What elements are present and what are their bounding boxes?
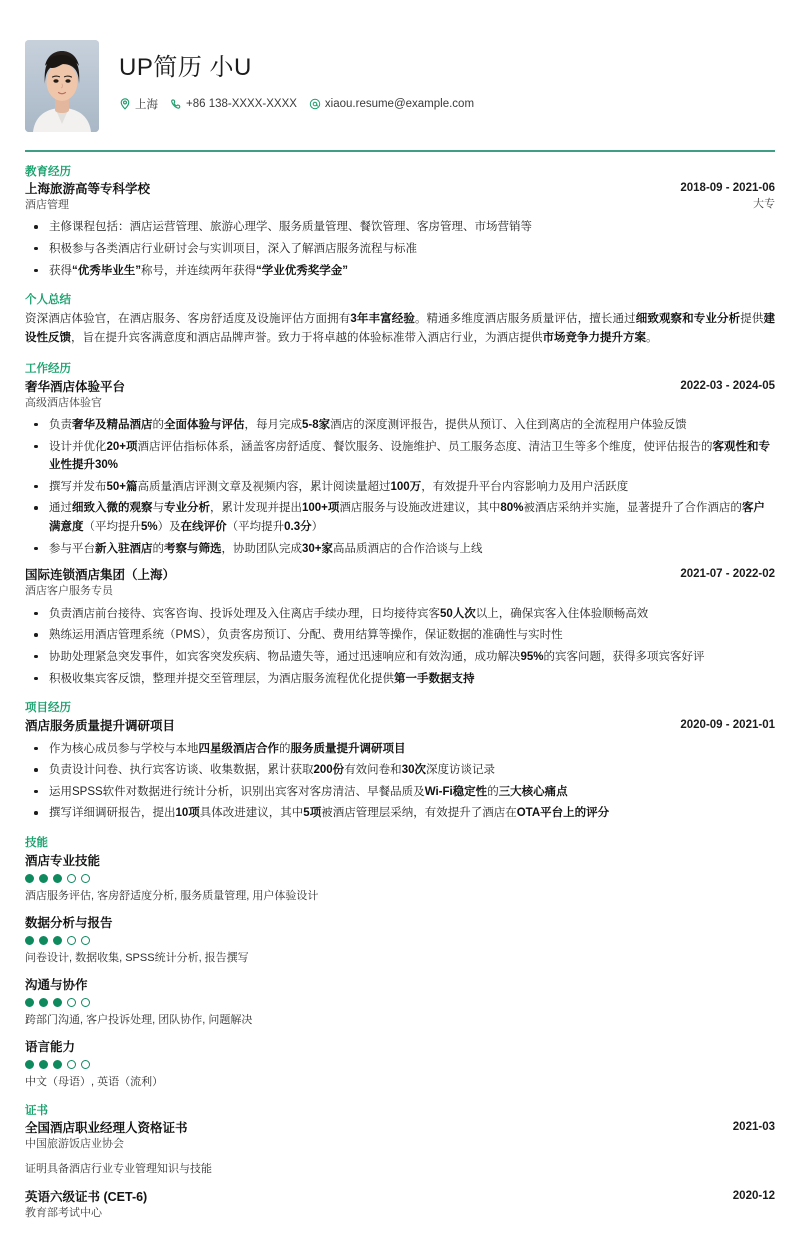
entry-org: 奢华酒店体验平台 — [25, 379, 126, 394]
education-degree: 大专 — [753, 197, 775, 210]
entry-bullets — [25, 416, 775, 558]
skill-name: 语言能力 — [25, 1039, 76, 1054]
skill-list — [25, 853, 775, 1091]
work-entries — [25, 379, 775, 688]
bullet-item: 参与平台新入驻酒店的考察与筛选，协助团队完成30+家高品质酒店的合作洽谈与上线 — [25, 540, 775, 559]
education-org: 上海旅游高等专科学校 — [25, 182, 151, 197]
skill-level-dot — [25, 1060, 34, 1069]
skill-level-dot — [53, 998, 62, 1007]
contact-row — [119, 96, 481, 112]
entry-role: 高级酒店体验官 — [25, 396, 102, 409]
entry-date: 2020-09 - 2021-01 — [680, 718, 775, 731]
section-title-certificates: 证书 — [25, 1104, 48, 1117]
section-certificates — [25, 1104, 775, 1222]
page-title: UP简历 小U — [119, 54, 252, 81]
bullet-item: 主修课程包括：酒店运营管理、旅游心理学、服务质量管理、餐饮管理、客房管理、市场营销等 — [25, 218, 775, 237]
skill-item — [25, 853, 775, 905]
contact-email-text: xiaou.resume@example.com — [324, 97, 475, 110]
skill-level-dot — [39, 1060, 48, 1069]
certificate-issuer: 中国旅游饭店业协会 — [25, 1137, 124, 1150]
certificate-date: 2021-03 — [732, 1121, 775, 1134]
skill-level-dot — [25, 874, 34, 883]
skill-description: 问卷设计, 数据收集, SPSS统计分析, 报告撰写 — [25, 952, 249, 965]
skill-level-dot — [39, 998, 48, 1007]
skill-level-dots — [25, 874, 775, 883]
contact-phone — [170, 98, 297, 110]
skill-level-dot — [25, 936, 34, 945]
bullet-item: 积极参与各类酒店行业研讨会与实训项目，深入了解酒店服务流程与标准 — [25, 240, 775, 259]
bullet-item: 负责酒店前台接待、宾客咨询、投诉处理及入住离店手续办理，日均接待宾客50人次以上，确保宾客入住体验顺畅高效 — [25, 605, 775, 624]
section-title-projects: 项目经历 — [25, 702, 71, 715]
certificate-issuer: 教育部考试中心 — [25, 1206, 102, 1219]
section-title-education: 教育经历 — [25, 165, 71, 178]
skill-level-dot — [67, 998, 76, 1007]
section-summary — [25, 293, 775, 349]
entry-date: 2022-03 - 2024-05 — [680, 379, 775, 392]
header-text-block — [119, 40, 481, 112]
skill-level-dots — [25, 1060, 775, 1069]
section-title-summary: 个人总结 — [25, 294, 71, 307]
experience-entry — [25, 718, 775, 823]
section-title-work: 工作经历 — [25, 363, 71, 376]
contact-location-text: 上海 — [135, 98, 158, 111]
resume-header — [25, 40, 775, 150]
education-date: 2018-09 - 2021-06 — [680, 182, 775, 195]
skill-description: 跨部门沟通, 客户投诉处理, 团队协作, 问题解决 — [25, 1014, 253, 1027]
certificate-description: 证明具备酒店行业专业管理知识与技能 — [25, 1163, 212, 1176]
bullet-item: 熟练运用酒店管理系统（PMS），负责客房预订、分配、费用结算等操作，保证数据的准确性与实时性 — [25, 626, 775, 645]
skill-description: 酒店服务评估, 客房舒适度分析, 服务质量管理, 用户体验设计 — [25, 890, 319, 903]
phone-icon — [170, 98, 182, 110]
skill-level-dots — [25, 936, 775, 945]
certificate-item — [25, 1189, 775, 1221]
entry-org: 酒店服务质量提升调研项目 — [25, 718, 176, 733]
education-entry — [25, 181, 775, 280]
skill-level-dot — [39, 874, 48, 883]
bullet-item: 运用SPSS软件对数据进行统计分析，识别出宾客对客房清洁、早餐品质及Wi-Fi稳定性的三大核心痛点 — [25, 783, 775, 802]
skill-level-dot — [67, 1060, 76, 1069]
skill-item — [25, 977, 775, 1029]
bullet-item: 负责设计问卷、执行宾客访谈、收集数据，累计获取200份有效问卷和30次深度访谈记录 — [25, 761, 775, 780]
skill-level-dot — [39, 936, 48, 945]
entry-date: 2021-07 - 2022-02 — [680, 568, 775, 581]
bullet-item: 作为核心成员参与学校与本地四星级酒店合作的服务质量提升调研项目 — [25, 740, 775, 759]
location-pin-icon — [119, 98, 131, 110]
project-entries — [25, 718, 775, 823]
certificate-name: 英语六级证书 (CET-6) — [25, 1189, 148, 1204]
skill-level-dot — [53, 1060, 62, 1069]
section-skills — [25, 836, 775, 1091]
section-projects — [25, 701, 775, 823]
certificate-item — [25, 1120, 775, 1178]
skill-name: 数据分析与报告 — [25, 915, 113, 930]
experience-entry — [25, 567, 775, 688]
experience-entry — [25, 379, 775, 559]
skill-level-dot — [81, 1060, 90, 1069]
contact-location — [119, 96, 158, 112]
bullet-item: 协助处理紧急突发事件，如宾客突发疾病、物品遗失等，通过迅速响应和有效沟通，成功解决95%的宾客问题，获得多项宾客好评 — [25, 648, 775, 667]
certificate-list — [25, 1120, 775, 1221]
bullet-item: 撰写详细调研报告，提出10项具体改进建议，其中5项被酒店管理层采纳，有效提升了酒店在OTA平台上的评分 — [25, 804, 775, 823]
skill-item — [25, 915, 775, 967]
bullet-item: 撰写并发布50+篇高质量酒店评测文章及视频内容，累计阅读量超过100万，有效提升平台内容影响力及用户活跃度 — [25, 478, 775, 497]
skill-level-dot — [53, 874, 62, 883]
contact-email — [309, 98, 474, 110]
skill-level-dot — [53, 936, 62, 945]
bullet-item: 负责奢华及精品酒店的全面体验与评估，每月完成5-8家酒店的深度测评报告，提供从预订、入住到离店的全流程用户体验反馈 — [25, 416, 775, 435]
entry-bullets — [25, 740, 775, 824]
section-work — [25, 362, 775, 688]
certificate-name: 全国酒店职业经理人资格证书 — [25, 1121, 188, 1136]
skill-level-dot — [67, 936, 76, 945]
skill-level-dot — [81, 874, 90, 883]
bullet-item: 积极收集宾客反馈，整理并提交至管理层，为酒店服务流程优化提供第一手数据支持 — [25, 670, 775, 689]
skill-name: 沟通与协作 — [25, 977, 88, 992]
header-divider — [25, 150, 775, 152]
certificate-date: 2020-12 — [732, 1189, 775, 1202]
skill-level-dot — [67, 874, 76, 883]
contact-phone-text: +86 138-XXXX-XXXX — [186, 97, 297, 110]
skill-level-dot — [25, 998, 34, 1007]
email-at-icon — [309, 98, 321, 110]
entry-bullets — [25, 605, 775, 689]
section-education — [25, 165, 775, 281]
avatar — [25, 40, 99, 132]
bullet-item: 设计并优化20+项酒店评估指标体系，涵盖客房舒适度、餐饮服务、设施维护、员工服务态度、清洁卫生等多个维度，使评估报告的客观性和专业性提升30% — [25, 438, 775, 475]
skill-level-dots — [25, 998, 775, 1007]
education-major: 酒店管理 — [25, 198, 69, 211]
summary-text: 资深酒店体验官，在酒店服务、客房舒适度及设施评估方面拥有3年丰富经验。精通多维度酒店服务质量评估，擅长通过细致观察和专业分析提供建设性反馈，旨在提升宾客满意度和酒店品牌声誉。致力于将卓越的体验标准带入酒店行业，为酒店提供市场竞争力提升方案。 — [25, 312, 776, 345]
skill-description: 中文（母语）, 英语（流利） — [25, 1076, 164, 1089]
entry-org: 国际连锁酒店集团（上海） — [25, 568, 176, 583]
entry-role: 酒店客户服务专员 — [25, 585, 113, 598]
bullet-item: 通过细致入微的观察与专业分析，累计发现并提出100+项酒店服务与设施改进建议，其中80%被酒店采纳并实施，显著提升了合作酒店的客户满意度（平均提升5%）及在线评价（平均提升0.3分） — [25, 499, 775, 536]
bullet-item: 获得“优秀毕业生”称号，并连续两年获得“学业优秀奖学金” — [25, 262, 775, 281]
skill-item — [25, 1039, 775, 1091]
skill-level-dot — [81, 998, 90, 1007]
skill-name: 酒店专业技能 — [25, 853, 101, 868]
education-bullets — [25, 218, 775, 280]
section-title-skills: 技能 — [25, 837, 48, 850]
skill-level-dot — [81, 936, 90, 945]
